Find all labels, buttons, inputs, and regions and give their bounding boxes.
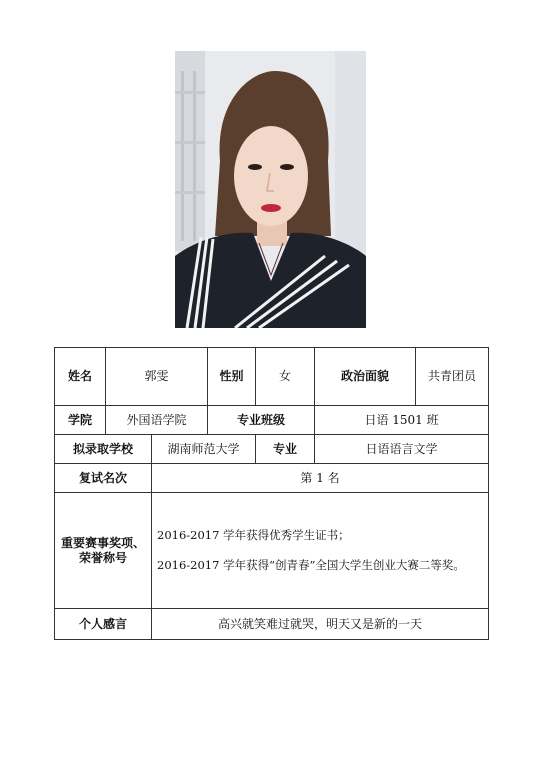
motto-value: 高兴就笑难过就哭，明天又是新的一天 — [152, 609, 489, 640]
portrait-photo — [175, 51, 366, 328]
name-value: 郭雯 — [106, 348, 208, 406]
table-row-college — [55, 406, 489, 435]
award-item: 2016-2017 学年获得“创青春”全国大学生创业大赛二等奖。 — [157, 557, 465, 572]
student-info-table — [54, 347, 489, 640]
awards-value — [152, 493, 489, 609]
gender-label: 性别 — [208, 348, 256, 406]
award-item: 2016-2017 学年获得优秀学生证书； — [157, 527, 350, 542]
gender-value: 女 — [256, 348, 315, 406]
name-label: 姓名 — [55, 348, 106, 406]
political-status-label: 政治面貌 — [315, 348, 416, 406]
admitted-school-label: 拟录取学校 — [55, 435, 152, 464]
rank-value: 第 1 名 — [152, 464, 489, 493]
political-status-value: 共青团员 — [416, 348, 489, 406]
college-label: 学院 — [55, 406, 106, 435]
motto-label: 个人感言 — [55, 609, 152, 640]
awards-label — [55, 493, 152, 609]
admitted-school-value: 湖南师范大学 — [152, 435, 256, 464]
table-row-school — [55, 435, 489, 464]
major-label: 专业 — [256, 435, 315, 464]
class-label: 专业班级 — [208, 406, 315, 435]
table-row-awards — [55, 493, 489, 609]
awards-label-line1: 重要赛事奖项、 — [60, 536, 145, 551]
awards-label-line2: 荣誉称号 — [78, 550, 127, 565]
table-row-basic — [55, 348, 489, 406]
college-value: 外国语学院 — [106, 406, 208, 435]
table-row-rank — [55, 464, 489, 493]
major-value: 日语语言文学 — [315, 435, 489, 464]
table-row-motto — [55, 609, 489, 640]
class-value: 日语 1501 班 — [315, 406, 489, 435]
portrait-image — [175, 51, 366, 328]
rank-label: 复试名次 — [55, 464, 152, 493]
